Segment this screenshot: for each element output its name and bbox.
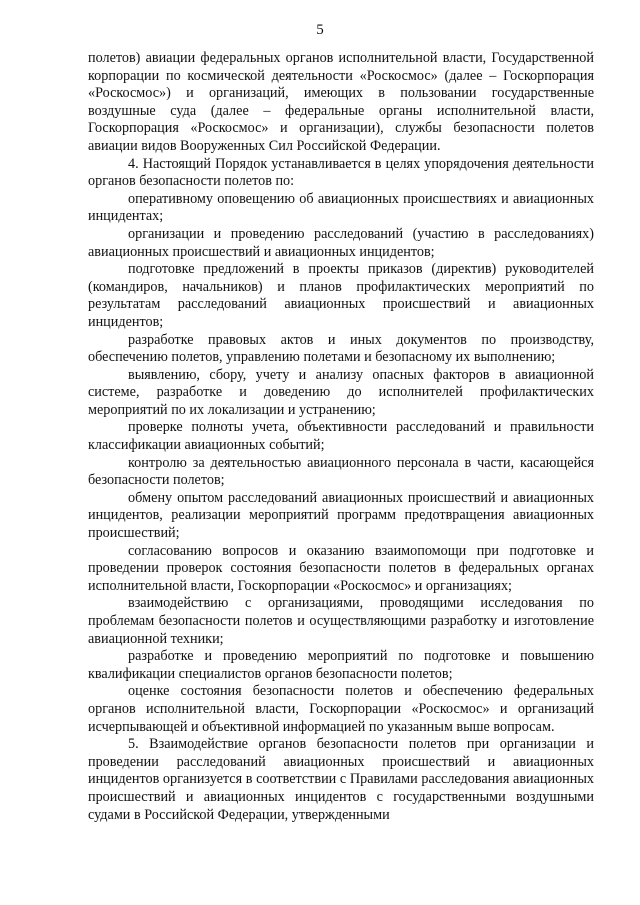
list-item-legal-acts: разработке правовых актов и иных документов по производству, обеспечению полетов, управлению полетами и безопасному их выполнению;: [88, 331, 594, 366]
list-item-investigation: организации и проведению расследований (участию в расследованиях) авиационных происшествий и авиационных инцидентов;: [88, 225, 594, 260]
document-body: [88, 50, 594, 824]
paragraph-continuation: полетов) авиации федеральных органов исполнительной власти, Государственной корпорации по космической деятельности «Роскосмос» (далее – Госкорпорация «Роскосмос») и организаций, имеющих в пользовании государственные воздушные суда (далее – федеральные органы исполнительной власти, Госкорпорация «Роскосмос» и организации), службы безопасности полетов авиации видов Вооруженных Сил Российской Федерации.: [88, 50, 594, 154]
list-item-personnel-control: контролю за деятельностью авиационного персонала в части, касающейся безопасности полетов;: [88, 454, 594, 489]
list-item-experience-exchange: обмену опытом расследований авиационных происшествий и авиационных инцидентов, реализации мероприятий программ предотвращения авиационных происшествий;: [88, 489, 594, 542]
list-item-hazard-analysis: выявлению, сбору, учету и анализу опасных факторов в авиационной системе, разработке и доведению до исполнителей профилактических мероприятий по их локализации и устранению;: [88, 366, 594, 418]
list-item-training: разработке и проведению мероприятий по подготовке и повышению квалификации специалистов органов безопасности полетов;: [88, 648, 594, 682]
paragraph-item-4: 4. Настоящий Порядок устанавливается в целях упорядочения деятельности органов безопасности полетов по:: [88, 155, 594, 190]
page-number: 5: [316, 22, 324, 38]
list-item-interaction: взаимодействию с организациями, проводящими исследования по проблемам безопасности полетов и осуществляющими разработку и изготовление авиационной техники;: [88, 595, 594, 647]
list-item-verification: проверке полноты учета, объективности расследований и правильности классификации авиационных событий;: [88, 419, 594, 454]
list-item-notification: оперативному оповещению об авиационных происшествиях и авиационных инцидентах;: [88, 190, 594, 225]
paragraph-item-5: 5. Взаимодействие органов безопасности полетов при организации и проведении расследований авиационных происшествий и авиационных инцидентов организуется в соответствии с Правилами расследования авиационных происшествий и авиационных инцидентов с государственными воздушными судами в Российской Федерации, утвержденными: [88, 736, 594, 823]
list-item-proposals: подготовке предложений в проекты приказов (директив) руководителей (командиров, начальников) и планов профилактических мероприятий по результатам расследований авиационных происшествий и авиационных инцидентов;: [88, 261, 594, 330]
list-item-coordination: согласованию вопросов и оказанию взаимопомощи при подготовке и проведении проверок состояния безопасности полетов в федеральных органах исполнительной власти, Госкорпорации «Роскосмос» и организациях;: [88, 542, 594, 594]
list-item-assessment: оценке состояния безопасности полетов и обеспечению федеральных органов исполнительной власти, Госкорпорации «Роскосмос» и организаций исчерпывающей и объективной информацией по указанным выше вопросам.: [88, 683, 594, 735]
